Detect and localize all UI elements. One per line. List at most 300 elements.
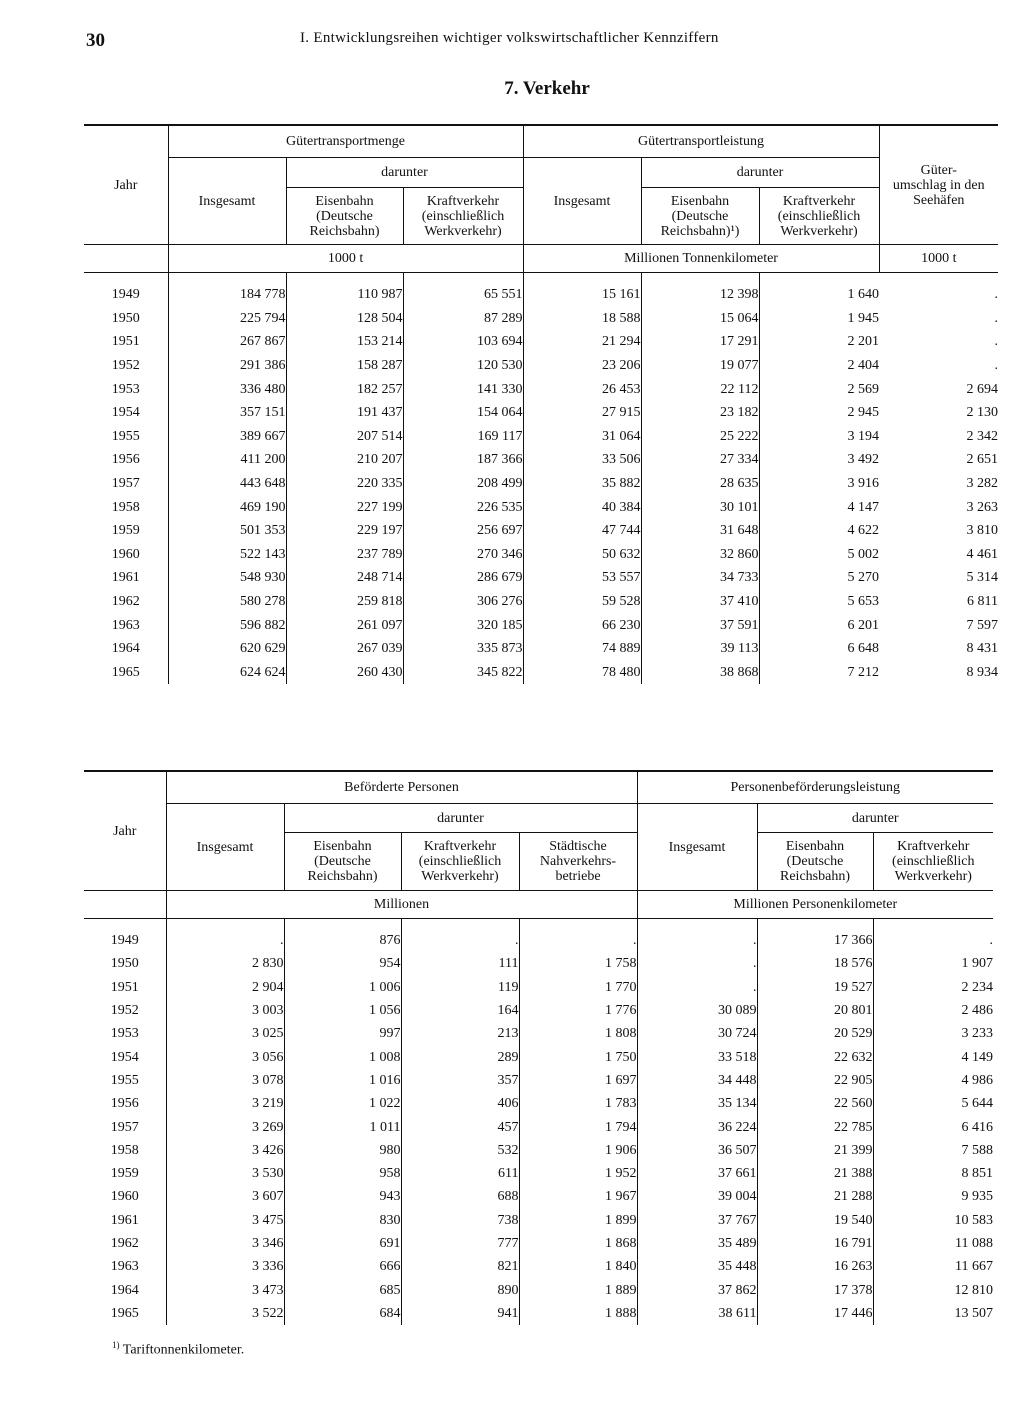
value-cell: . [994, 358, 999, 374]
value-cell: 6 648 [759, 637, 879, 661]
value-cell: 50 632 [523, 543, 641, 567]
value-cell: 154 064 [403, 401, 523, 425]
year-cell: 1954 [111, 405, 140, 421]
header-kraftverkehr-1: Kraftverkehr (einschließlich Werkverkehr) [403, 188, 523, 245]
value-cell: 26 453 [523, 377, 641, 401]
value-cell: 941 [401, 1302, 519, 1325]
year-cell: 1952 [110, 1003, 139, 1019]
table-row [84, 976, 993, 999]
value-cell: 35 489 [637, 1232, 757, 1255]
header-eisenbahn-2: Eisenbahn (Deutsche Reichsbahn) [757, 833, 873, 891]
value-cell: 248 714 [286, 566, 403, 590]
value-cell: 20 529 [757, 1022, 873, 1045]
value-cell: 267 867 [168, 330, 286, 354]
value-cell: 2 830 [166, 952, 284, 975]
value-cell: 22 112 [641, 377, 759, 401]
value-cell: 4 147 [759, 495, 879, 519]
value-cell: 30 101 [641, 495, 759, 519]
value-cell: 34 448 [637, 1069, 757, 1092]
value-cell: 182 257 [286, 377, 403, 401]
value-cell: 469 190 [168, 495, 286, 519]
table-row [84, 354, 998, 378]
value-cell: 30 089 [637, 999, 757, 1022]
value-cell: 1 750 [519, 1045, 637, 1068]
value-cell: 1 888 [519, 1302, 637, 1325]
value-cell: 1 899 [519, 1209, 637, 1232]
value-cell: 229 197 [286, 519, 403, 543]
header-kraftverkehr-2: Kraftverkehr (einschließlich Werkverkehr) [873, 833, 993, 891]
year-cell: 1962 [110, 1236, 139, 1251]
value-cell: 2 404 [759, 354, 879, 378]
table-row [84, 952, 993, 975]
value-cell: 3 056 [166, 1045, 284, 1068]
year-cell: 1960 [111, 546, 140, 562]
header-kraftverkehr-1: Kraftverkehr (einschließlich Werkverkehr) [401, 833, 519, 891]
value-cell: 17 366 [757, 929, 873, 952]
value-cell: 1 783 [519, 1092, 637, 1115]
value-cell: 3 916 [759, 472, 879, 496]
year-cell: 1961 [111, 570, 140, 586]
value-cell: 691 [284, 1232, 401, 1255]
value-cell: 9 935 [873, 1185, 993, 1208]
year-cell: 1960 [110, 1189, 139, 1205]
year-cell: 1964 [111, 641, 140, 657]
header-darunter-1: darunter [286, 158, 523, 188]
value-cell: 4 149 [873, 1045, 993, 1068]
value-cell: 17 378 [757, 1278, 873, 1301]
header-kraftverkehr-2: Kraftverkehr (einschließlich Werkverkehr) [759, 188, 879, 245]
value-cell: 821 [401, 1255, 519, 1278]
value-cell: 6 416 [873, 1115, 993, 1138]
header-insgesamt-1: Insgesamt [166, 804, 284, 891]
value-cell: 53 557 [523, 566, 641, 590]
value-cell: 18 588 [523, 307, 641, 331]
value-cell: 65 551 [403, 283, 523, 307]
year-cell: 1949 [111, 287, 140, 303]
footnote [112, 1340, 244, 1359]
header-group-personen: Beförderte Personen [166, 771, 637, 804]
value-cell: 3 426 [166, 1139, 284, 1162]
table-row [84, 1232, 993, 1255]
value-cell: . [994, 310, 999, 326]
table-row [84, 613, 998, 637]
value-cell: 876 [284, 929, 401, 952]
table-row [84, 377, 998, 401]
table-row [84, 661, 998, 685]
value-cell: 22 560 [757, 1092, 873, 1115]
value-cell: 37 661 [637, 1162, 757, 1185]
value-cell: 191 437 [286, 401, 403, 425]
value-cell: 227 199 [286, 495, 403, 519]
value-cell: 1 776 [519, 999, 637, 1022]
value-cell: 31 648 [641, 519, 759, 543]
value-cell: 7 588 [873, 1139, 993, 1162]
table-row [84, 519, 998, 543]
value-cell: . [519, 929, 637, 952]
header-eisenbahn-2: Eisenbahn (Deutsche Reichsbahn)¹) [641, 188, 759, 245]
value-cell: 37 767 [637, 1209, 757, 1232]
value-cell: 1 794 [519, 1115, 637, 1138]
value-cell: 958 [284, 1162, 401, 1185]
year-cell: 1955 [111, 428, 140, 444]
table-row [84, 472, 998, 496]
table-row [84, 425, 998, 449]
page-number: 30 [86, 30, 105, 51]
value-cell: 6 811 [967, 594, 999, 610]
value-cell: 3 233 [873, 1022, 993, 1045]
value-cell: 21 294 [523, 330, 641, 354]
value-cell: 3 194 [759, 425, 879, 449]
header-darunter-1: darunter [284, 804, 637, 833]
value-cell: 35 448 [637, 1255, 757, 1278]
value-cell: 5 002 [759, 543, 879, 567]
value-cell: 1 011 [284, 1115, 401, 1138]
value-cell: 36 224 [637, 1115, 757, 1138]
header-year: Jahr [84, 771, 166, 891]
value-cell: 10 583 [873, 1209, 993, 1232]
value-cell: 25 222 [641, 425, 759, 449]
value-cell: 20 801 [757, 999, 873, 1022]
value-cell: 128 504 [286, 307, 403, 331]
value-cell: 4 622 [759, 519, 879, 543]
table-row [84, 330, 998, 354]
value-cell: 411 200 [168, 448, 286, 472]
value-cell: 22 785 [757, 1115, 873, 1138]
value-cell: 336 480 [168, 377, 286, 401]
table-row [84, 1162, 993, 1185]
value-cell: 2 486 [873, 999, 993, 1022]
year-cell: 1957 [111, 476, 140, 492]
value-cell: 34 733 [641, 566, 759, 590]
value-cell: 611 [401, 1162, 519, 1185]
value-cell: 164 [401, 999, 519, 1022]
value-cell: 830 [284, 1209, 401, 1232]
value-cell: 187 366 [403, 448, 523, 472]
value-cell: 2 945 [759, 401, 879, 425]
value-cell: 208 499 [403, 472, 523, 496]
value-cell: 2 904 [166, 976, 284, 999]
value-cell: 59 528 [523, 590, 641, 614]
value-cell: 2 130 [966, 405, 999, 421]
table-row [84, 1092, 993, 1115]
year-cell: 1963 [110, 1259, 139, 1275]
value-cell: 666 [284, 1255, 401, 1278]
year-cell: 1954 [110, 1049, 139, 1065]
value-cell: 389 667 [168, 425, 286, 449]
value-cell: 207 514 [286, 425, 403, 449]
value-cell: 16 791 [757, 1232, 873, 1255]
table-row [84, 1139, 993, 1162]
value-cell: 16 263 [757, 1255, 873, 1278]
value-cell: 532 [401, 1139, 519, 1162]
value-cell: 13 507 [873, 1302, 993, 1325]
value-cell: 3 607 [166, 1185, 284, 1208]
header-umschlag: Güter- umschlag in den Seehäfen [879, 125, 998, 245]
header-group-leistung: Personenbeförderungsleistung [637, 771, 993, 804]
value-cell: 21 388 [757, 1162, 873, 1185]
value-cell: 259 818 [286, 590, 403, 614]
value-cell: 8 851 [873, 1162, 993, 1185]
value-cell: 357 [401, 1069, 519, 1092]
year-cell: 1953 [111, 381, 140, 397]
year-cell: 1958 [110, 1142, 139, 1158]
value-cell: 12 398 [641, 283, 759, 307]
value-cell: 220 335 [286, 472, 403, 496]
value-cell: 225 794 [168, 307, 286, 331]
value-cell: 33 518 [637, 1045, 757, 1068]
value-cell: 345 822 [403, 661, 523, 685]
year-cell: 1958 [111, 499, 140, 515]
value-cell: 184 778 [168, 283, 286, 307]
value-cell: . [637, 976, 757, 999]
value-cell: 1 022 [284, 1092, 401, 1115]
year-cell: 1956 [111, 452, 140, 468]
value-cell: 267 039 [286, 637, 403, 661]
value-cell: 1 889 [519, 1278, 637, 1301]
value-cell: 1 016 [284, 1069, 401, 1092]
value-cell: 37 862 [637, 1278, 757, 1301]
passenger-table [84, 770, 993, 1325]
value-cell: 35 882 [523, 472, 641, 496]
value-cell: 7 212 [759, 661, 879, 685]
value-cell: 37 591 [641, 613, 759, 637]
value-cell: 291 386 [168, 354, 286, 378]
value-cell: 596 882 [168, 613, 286, 637]
value-cell: . [637, 952, 757, 975]
value-cell: 213 [401, 1022, 519, 1045]
value-cell: 2 694 [966, 381, 999, 397]
value-cell: 38 868 [641, 661, 759, 685]
value-cell: 443 648 [168, 472, 286, 496]
value-cell: 153 214 [286, 330, 403, 354]
value-cell: 3 025 [166, 1022, 284, 1045]
value-cell: 27 915 [523, 401, 641, 425]
year-cell: 1965 [111, 664, 140, 680]
value-cell: 158 287 [286, 354, 403, 378]
unit-leistung: Millionen Personenkilometer [637, 891, 993, 919]
table-row [84, 929, 993, 952]
year-cell: 1952 [111, 358, 140, 374]
value-cell: 3 003 [166, 999, 284, 1022]
value-cell: 997 [284, 1022, 401, 1045]
value-cell: 74 889 [523, 637, 641, 661]
header-group-menge: Gütertransportmenge [168, 125, 523, 158]
header-group-leistung: Gütertransportleistung [523, 125, 879, 158]
value-cell: 12 810 [873, 1278, 993, 1301]
value-cell: 15 161 [523, 283, 641, 307]
table-row [84, 1069, 993, 1092]
value-cell: 6 201 [759, 613, 879, 637]
value-cell: 5 653 [759, 590, 879, 614]
value-cell: 1 697 [519, 1069, 637, 1092]
header-year: Jahr [84, 125, 168, 245]
value-cell: 1 006 [284, 976, 401, 999]
year-cell: 1950 [111, 310, 140, 326]
value-cell: 3 346 [166, 1232, 284, 1255]
value-cell: . [166, 929, 284, 952]
value-cell: 119 [401, 976, 519, 999]
year-cell: 1951 [111, 334, 140, 350]
header-eisenbahn-1: Eisenbahn (Deutsche Reichsbahn) [286, 188, 403, 245]
table-row [84, 1302, 993, 1325]
value-cell: 3 282 [966, 476, 999, 492]
value-cell: 32 860 [641, 543, 759, 567]
value-cell: 260 430 [286, 661, 403, 685]
value-cell: 35 134 [637, 1092, 757, 1115]
value-cell: 2 342 [966, 428, 999, 444]
value-cell: 1 945 [759, 307, 879, 331]
value-cell: 66 230 [523, 613, 641, 637]
value-cell: 18 576 [757, 952, 873, 975]
value-cell: . [994, 287, 999, 303]
value-cell: . [637, 929, 757, 952]
value-cell: 31 064 [523, 425, 641, 449]
footnote-marker: 1) [112, 1340, 120, 1350]
table-row [84, 495, 998, 519]
value-cell: 78 480 [523, 661, 641, 685]
table-row [84, 590, 998, 614]
value-cell: 19 540 [757, 1209, 873, 1232]
value-cell: 2 651 [966, 452, 999, 468]
value-cell: 111 [401, 952, 519, 975]
value-cell: 320 185 [403, 613, 523, 637]
value-cell: 1 840 [519, 1255, 637, 1278]
unit-umschlag: 1000 t [879, 245, 998, 273]
year-cell: 1963 [111, 617, 140, 633]
value-cell: 4 986 [873, 1069, 993, 1092]
running-title: I. Entwicklungsreihen wichtiger volkswirtschaftlicher Kennziffern [300, 30, 719, 46]
value-cell: 23 206 [523, 354, 641, 378]
value-cell: 256 697 [403, 519, 523, 543]
year-cell: 1965 [110, 1305, 139, 1321]
year-cell: 1964 [110, 1282, 139, 1298]
value-cell: 624 624 [168, 661, 286, 685]
value-cell: 1 967 [519, 1185, 637, 1208]
value-cell: 457 [401, 1115, 519, 1138]
value-cell: 39 113 [641, 637, 759, 661]
header-staedtische: Städtische Nahverkehrs- betriebe [519, 833, 637, 891]
value-cell: 169 117 [403, 425, 523, 449]
table-row [84, 307, 998, 331]
value-cell: 3 219 [166, 1092, 284, 1115]
value-cell: 261 097 [286, 613, 403, 637]
value-cell: 890 [401, 1278, 519, 1301]
value-cell: 1 008 [284, 1045, 401, 1068]
value-cell: 3 810 [966, 523, 999, 539]
value-cell: 270 346 [403, 543, 523, 567]
value-cell: 1 907 [873, 952, 993, 975]
value-cell: 1 770 [519, 976, 637, 999]
table-row [84, 566, 998, 590]
table-row [84, 1278, 993, 1301]
unit-personen: Millionen [166, 891, 637, 919]
year-cell: 1950 [110, 956, 139, 972]
value-cell: 17 446 [757, 1302, 873, 1325]
freight-table [84, 124, 998, 684]
value-cell: 2 201 [759, 330, 879, 354]
year-cell: 1956 [110, 1096, 139, 1112]
value-cell: 8 934 [966, 664, 999, 680]
value-cell: . [873, 929, 993, 952]
value-cell: 21 399 [757, 1139, 873, 1162]
value-cell: 17 291 [641, 330, 759, 354]
value-cell: 120 530 [403, 354, 523, 378]
value-cell: 580 278 [168, 590, 286, 614]
table-row [84, 283, 998, 307]
value-cell: 286 679 [403, 566, 523, 590]
value-cell: 39 004 [637, 1185, 757, 1208]
value-cell: 7 597 [966, 617, 999, 633]
value-cell: 684 [284, 1302, 401, 1325]
value-cell: 1 868 [519, 1232, 637, 1255]
table-row [84, 1022, 993, 1045]
value-cell: 1 952 [519, 1162, 637, 1185]
year-cell: 1962 [111, 594, 140, 610]
value-cell: 19 527 [757, 976, 873, 999]
value-cell: 335 873 [403, 637, 523, 661]
value-cell: 4 461 [966, 546, 999, 562]
value-cell: 5 644 [873, 1092, 993, 1115]
table-row [84, 543, 998, 567]
table-row [84, 1185, 993, 1208]
value-cell: 30 724 [637, 1022, 757, 1045]
value-cell: 40 384 [523, 495, 641, 519]
value-cell: 23 182 [641, 401, 759, 425]
header-darunter-2: darunter [641, 158, 879, 188]
header-darunter-2: darunter [757, 804, 993, 833]
value-cell: 3 336 [166, 1255, 284, 1278]
table-row [84, 637, 998, 661]
table-row [84, 999, 993, 1022]
table-row [84, 448, 998, 472]
header-eisenbahn-1: Eisenbahn (Deutsche Reichsbahn) [284, 833, 401, 891]
value-cell: 738 [401, 1209, 519, 1232]
value-cell: 11 088 [873, 1232, 993, 1255]
value-cell: 3 530 [166, 1162, 284, 1185]
value-cell: 28 635 [641, 472, 759, 496]
value-cell: 21 288 [757, 1185, 873, 1208]
value-cell: 688 [401, 1185, 519, 1208]
value-cell: 5 270 [759, 566, 879, 590]
value-cell: 1 808 [519, 1022, 637, 1045]
value-cell: 3 475 [166, 1209, 284, 1232]
year-cell: 1955 [110, 1072, 139, 1088]
value-cell: 22 632 [757, 1045, 873, 1068]
value-cell: 3 473 [166, 1278, 284, 1301]
header-insgesamt-1: Insgesamt [168, 158, 286, 245]
value-cell: 980 [284, 1139, 401, 1162]
year-cell: 1953 [110, 1026, 139, 1042]
value-cell: 19 077 [641, 354, 759, 378]
value-cell: 15 064 [641, 307, 759, 331]
value-cell: 943 [284, 1185, 401, 1208]
value-cell: 87 289 [403, 307, 523, 331]
year-cell: 1949 [110, 933, 139, 949]
value-cell: 1 906 [519, 1139, 637, 1162]
value-cell: 27 334 [641, 448, 759, 472]
year-cell: 1959 [111, 523, 140, 539]
year-cell: 1959 [110, 1166, 139, 1182]
table-row [84, 401, 998, 425]
value-cell: 1 758 [519, 952, 637, 975]
year-cell: 1957 [110, 1119, 139, 1135]
table-row [84, 1045, 993, 1068]
table-row [84, 1209, 993, 1232]
unit-leistung: Millionen Tonnenkilometer [523, 245, 879, 273]
value-cell: 210 207 [286, 448, 403, 472]
value-cell: 38 611 [637, 1302, 757, 1325]
value-cell: 22 905 [757, 1069, 873, 1092]
